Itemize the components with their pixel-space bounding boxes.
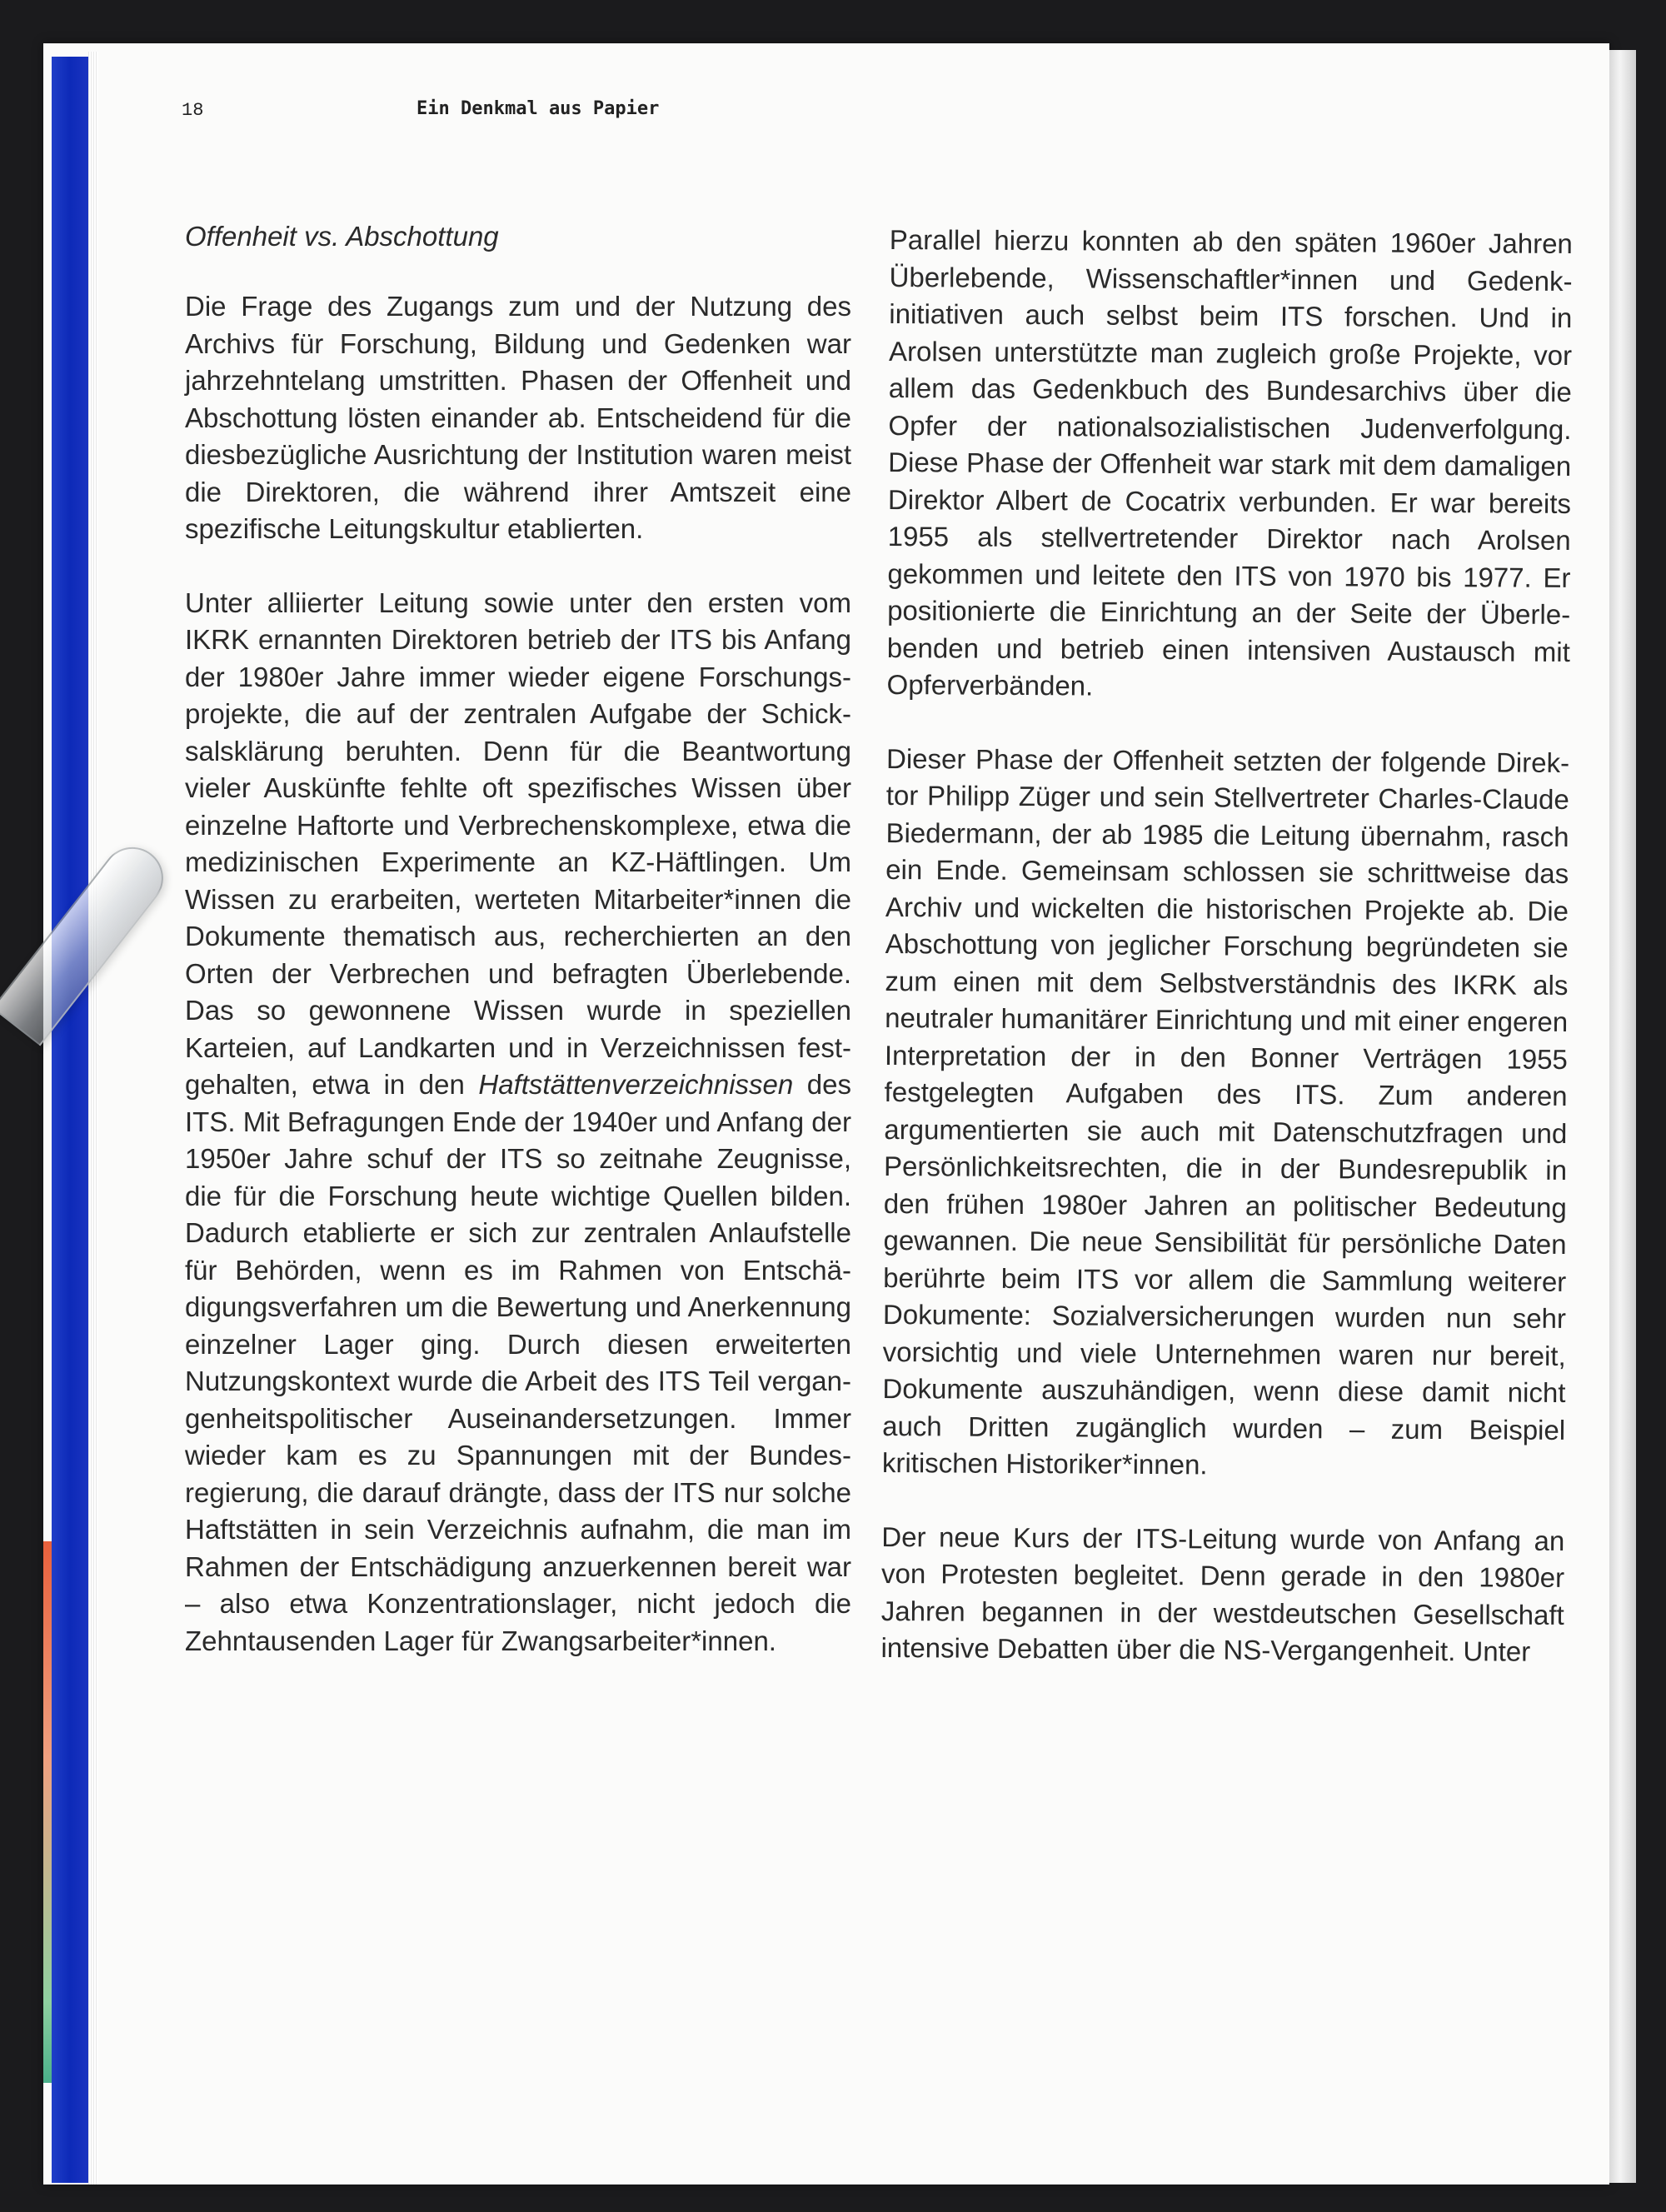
italic-term: Haftstättenverzeichnissen [478, 1069, 794, 1100]
right-paragraph-3: Der neue Kurs der ITS-Leitung wurde von Anfang an von Protesten begleitet. Denn gerade in den 1980er Jahren begannen in der westdeutschen Gesellschaft intensive Debatten über die NS-Vergangenheit. Unter [880, 1520, 1565, 1667]
left-paragraph-1: Die Frage des Zugangs zum und der Nutzung des Archivs für Forschung, Bildung und Gedenken war jahrzehntelang umstritten. Phasen der Offenheit und Abschottung lösten einander ab. Entscheidend für die diesbezügliche Ausrichtung der Institution waren meist die Direktoren, die während ihrer Amtszeit eine spezifische Leitungskultur etablierten. [185, 291, 851, 544]
section-heading: Offenheit vs. Abschottung [185, 221, 499, 252]
right-paragraph-2: Dieser Phase der Offenheit setzten der folgende Direktor Philipp Züger und sein Stellvertreter Charles-Claude Biedermann, der ab 1985 die Leitung übernahm, rasch ein Ende. Gemeinsam schlossen sie schrittweise das Archiv und wickelten die historischen Projekte ab. Die Abschottung von jeglicher Forschung begründeten sie zum einen mit dem Selbstverständnis des IKRK als neutraler humanitärer Einrichtung und mit einer engeren Interpretation der in den Bonner Verträgen 1955 festgelegten Aufgaben des ITS. Zum anderen argumentierten sie auch mit Datenschutzfragen und Persönlichkeitsrechten, die in der Bundesrepublik in den frühen 1980er Jahren an politischer Bedeutung gewannen. Die neue Sensibilität für persönliche Daten berührte beim ITS vor allem die Sammlung weiterer Dokumente: Sozialversicherungen wurden nun sehr vorsichtig und viele Unternehmen waren nur bereit, Dokumente auszuhändigen, wenn diese damit nicht auch Dritten zugänglich wurden – zum Beispiel kritischen Historiker*innen. [881, 742, 1570, 1480]
facing-page-edge [1609, 50, 1636, 2183]
right-paragraph-1: Parallel hierzu konnten ab den späten 1960er Jahren Überlebende, Wissenschaftler*innen und Gedenkinitiativen auch selbst beim ITS forschen. Und in Arolsen unterstützte man zugleich große Projekte, vor allem das Gedenkbuch des Bundesarchivs über die Opfer der nationalsozialistischen Judenverfolgung. Diese Phase der Offenheit war stark mit dem damaligen Direktor Albert de Cocatrix verbunden. Er war bereits 1955 als stellvertretender Direktor nach Arolsen gekommen und leitete den ITS von 1970 bis 1977. Er positionierte die Einrichtung an der Seite der Überlebenden und betrieb einen intensiven Austausch mit Opferverbänden. [886, 223, 1573, 702]
blue-spine-stripe [52, 57, 88, 2183]
right-column [880, 222, 1573, 1704]
running-title: Ein Denkmal aus Papier [416, 98, 660, 119]
page-number: 18 [182, 100, 204, 121]
left-column [185, 218, 851, 1696]
left-paragraph-2-text: Unter alliierter Leitung sowie unter den ersten vom IKRK ernannten Direktoren betrieb der ITS bis Anfang der 1980er Jahre immer wieder eigene Forschungsprojekte, die auf der zentralen Aufgabe der Schicksalsklärung beruhten. Denn für die Beantwortung vieler Auskünfte fehlte oft spezifisches Wissen über einzelne Haftorte und Verbrechenskomplexe, etwa die medizinischen Experimente an KZ-Häftlingen. Um Wissen zu erarbeiten, werteten Mitarbeiter*innen die Dokumente thematisch aus, recherchierten an den Orten der Verbrechen und befragten Überlebende. Das so gewonnene Wissen wurde in speziellen Karteien, auf Landkarten und in Verzeichnissen festgehalten, etwa in den Haftstättenverzeichnissen des ITS. Mit Befragungen Ende der 1940er und Anfang der 1950er Jahre schuf der ITS so zeitnahe Zeugnisse, die für die Forschung heute wichtige Quellen bilden. Dadurch etablierte er sich zur zentralen Anlaufstelle für Behörden, wenn es im Rahmen von Entschädigungsverfahren um die Bewertung und Anerkennung einzelner Lager ging. Durch diesen erweiterten Nutzungskontext wurde die Arbeit des ITS Teil vergangenheitspolitischer Auseinandersetzungen. Immer wieder kam es zu Spannungen mit der Bundesregierung, die darauf drängte, dass der ITS nur solche Haftstätten in sein Verzeichnis aufnahm, die man im Rahmen der Entschädigung anzuerkennen bereit war – also etwa Konzentrationslager, nicht jedoch die Zehntausenden Lager für Zwangsarbeiter*innen. [185, 587, 851, 1656]
left-paragraph-2 [185, 585, 851, 1660]
page-stack-edges [88, 52, 98, 2185]
